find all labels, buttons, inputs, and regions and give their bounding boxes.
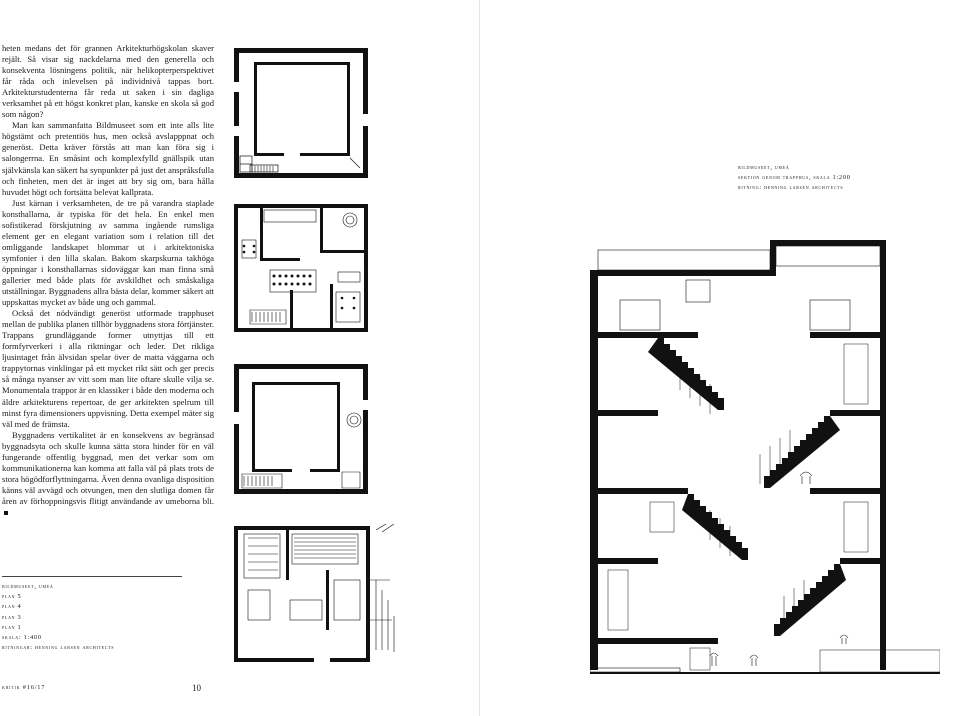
right-page: [480, 0, 960, 716]
caption-line: ritningar: henning larsen architects: [2, 644, 115, 652]
caption-line: plan 4: [2, 603, 22, 611]
paragraph: heten medans det för grannen Arkitekturhögskolan skaver rejält. Så visar sig nackdelarna med den generella och konsekventa lösningens politik, när helikopterperspektivet får råda och inlevelsen på individnivå tappas bort. Arkitekturstudenterna får reda ut saken i sin dagliga verksamhet på ett högst konkret plan, kanske en skola så god som någon?: [2, 43, 214, 120]
floor-plan-1: [230, 520, 415, 670]
caption-line: skala: 1:400: [2, 634, 42, 642]
paragraph: Också det nödvändigt generöst utformade trapphuset mellan de publika planen tillhör byggnadens stora förtjänster. Trappans grundläggande former utnyttjas till ett formfyrverkeri i alla riktningar och leder. Det rikliga ljusintaget från älvsidan spelar över de matta väggarna och trappytornas vinklingar på ett mycket rikt sätt och ger precis så många nyanser av vitt som man lite oftare skulle vilja se. Monumentala trappor är en klassiker i både den moderna och äldre arkitekturens repertoar, de ger arkitekten spelrum till minst fyra dimensioners uppvisning. Detta exempel mäter sig väl med de främsta.: [2, 308, 214, 429]
floor-plan-4: [230, 200, 380, 345]
caption-line: plan 5: [2, 593, 22, 601]
paragraph-text: Byggnadens vertikalitet är en konsekvens av begränsad byggnadsyta och skulle kunna sätta stora hinder för en väl fungerande offentlig byggnad, men det verkar som om kommunikationerna kan komma att falla väl på plats trots de stora högödforflyttningarna. Även denna ovanliga disposition känns väl avvägd och otvungen, men den slutliga domen får åren av förhoppningsvis flitigt användande av umeborna bli.: [2, 429, 214, 506]
caption-line: bildmuseet, umeå: [2, 583, 54, 590]
folio: kritik #16/17: [2, 684, 46, 691]
article-body: [2, 43, 214, 518]
paragraph: [2, 430, 214, 518]
paragraph: Just kärnan i verksamheten, de tre på varandra staplade konsthallarna, är typiska för det hela. En enkel men sofistikerad förskjutning av samma ingående rumsliga element ger en elegant variation som i relation till det omliggande landskapet blommar ut i arkitektoniska symfonier i den lilla skalan. Bakom skarpskurna takhöga öppningar i konsthallarnas sidoväggar kan man finna små gallerier med både plats för avskildhet och småskaliga utställningar. Byggnadens allra bästa delar, kommer säkert att uppskattas mycket av både ung och gammal.: [2, 197, 214, 308]
section-caption: [738, 163, 851, 194]
floor-plan-3: [230, 360, 380, 510]
caption-line: plan 3: [2, 613, 22, 621]
floor-plan-5: [230, 42, 380, 182]
page-number: 10: [192, 683, 201, 693]
caption-line: ritning: henning larsen architects: [738, 184, 844, 192]
building-section-drawing: [590, 240, 940, 680]
paragraph: Man kan sammanfatta Bildmuseet som ett inte alls lite högstämt och pretentiös hus, men också avslapppnat och generöst. Detta kräver förstås att man kan föra sig i salongerrna. En småsint och komplexfylld gnällspik utan självkänsla kan säkert ha synpunkter på just det anspråksfulla och finheten, men det är inget att bry sig om, bara hålla huvudet högt och fortsätta belevat kallprata.: [2, 120, 214, 197]
caption-rule: [2, 576, 182, 577]
caption-line: plan 1: [2, 623, 22, 631]
end-mark-icon: [4, 511, 8, 515]
caption-line: bildmuseet, umeå: [738, 164, 790, 171]
plans-caption: [2, 582, 114, 653]
caption-line: sektion genom trapphus, skala 1:200: [738, 174, 851, 182]
